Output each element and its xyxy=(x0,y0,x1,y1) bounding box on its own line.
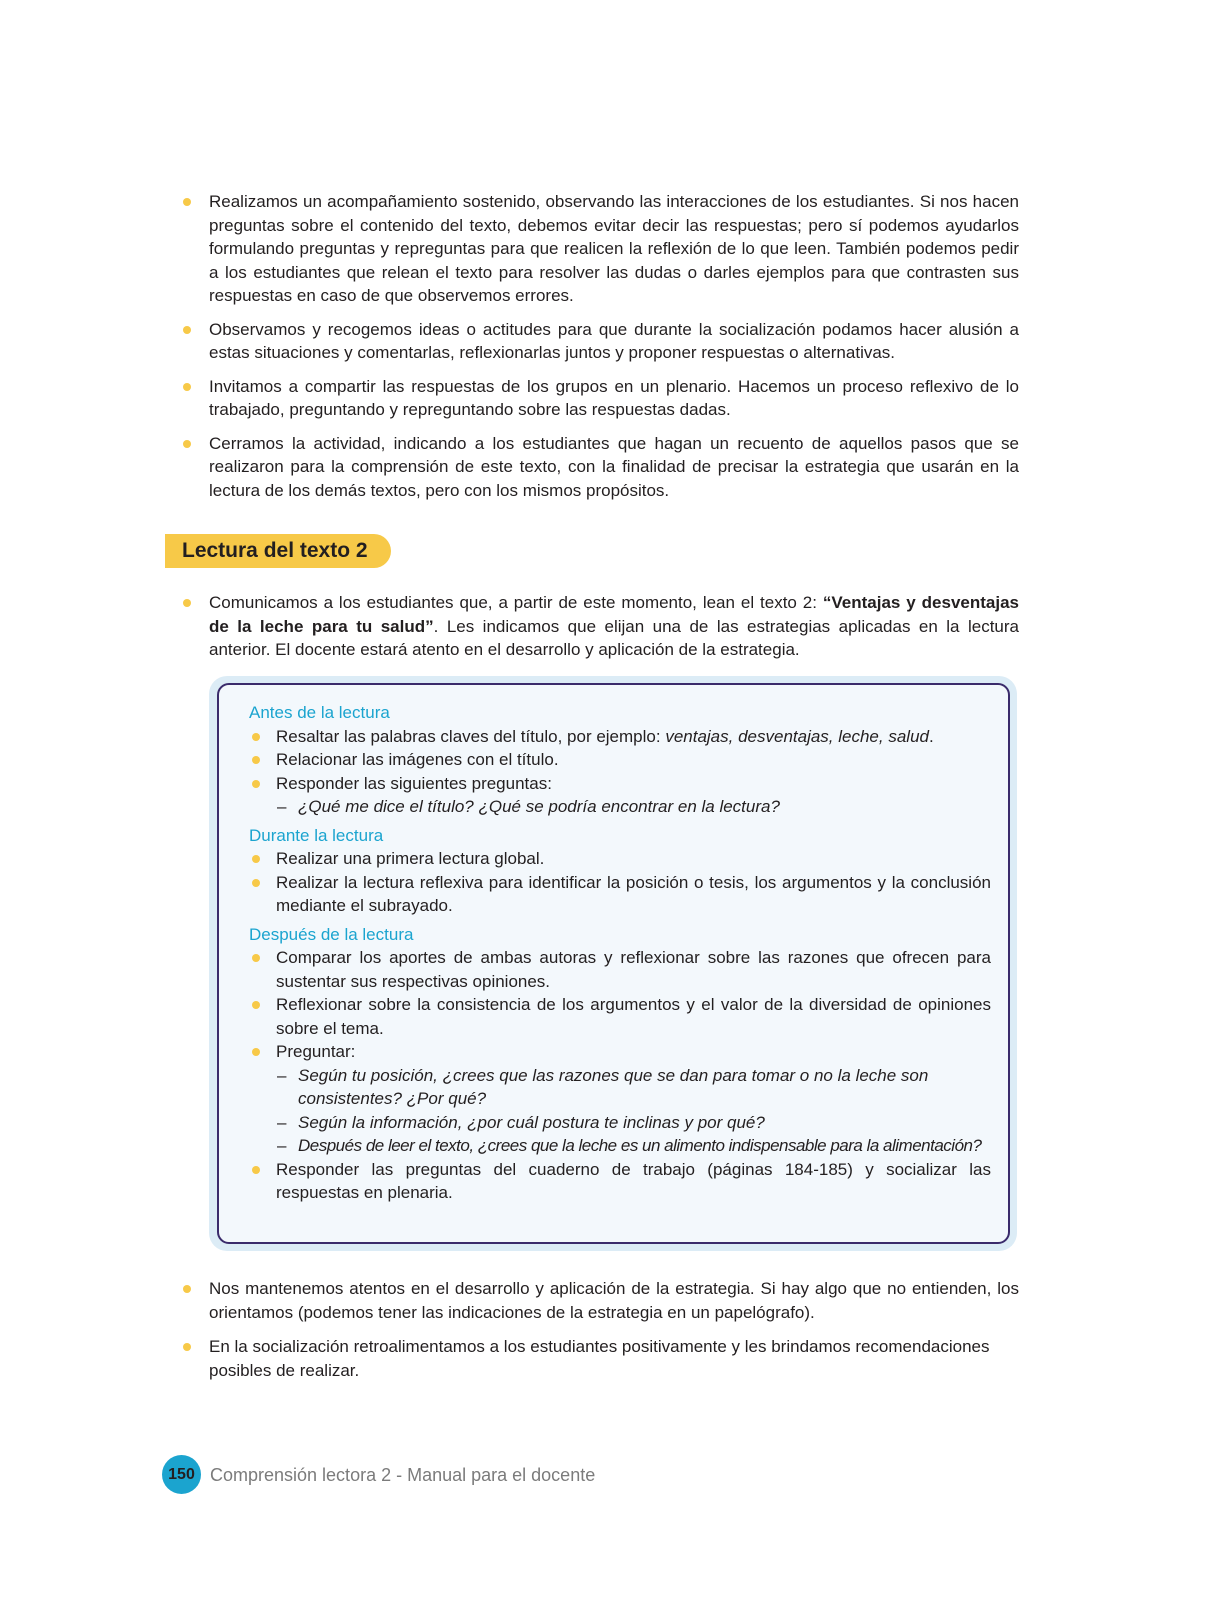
question-text: ¿Qué me dice el título? ¿Qué se podría encontrar en la lectura? xyxy=(298,797,780,816)
reading-title: “Ventajas y desventajas de la leche para tu salud” xyxy=(209,593,1019,636)
list-item xyxy=(209,190,1019,308)
bullet-icon xyxy=(252,733,260,741)
item-text: Realizar una primera lectura global. xyxy=(276,849,545,868)
dash-icon: – xyxy=(277,1065,287,1085)
list-item xyxy=(249,1158,991,1205)
list-item xyxy=(209,318,1019,365)
bullet-text: En la socialización retroalimentamos a los estudiantes positivamente y les brindamos recomendaciones posibles de realizar. xyxy=(209,1337,990,1380)
question-text: Según la información, ¿por cuál postura te inclinas y por qué? xyxy=(298,1112,765,1132)
bullet-icon xyxy=(252,780,260,788)
list-item xyxy=(249,871,991,918)
list-item xyxy=(209,432,1019,503)
bullet-text: Observamos y recogemos ideas o actitudes para que durante la socialización podamos hacer alusión a estas situaciones y comentarlas, reflexionarlas juntos y proponer respuestas o alternativas. xyxy=(209,319,1019,362)
bullet-icon xyxy=(252,879,260,887)
list-item xyxy=(209,591,1019,662)
list-item xyxy=(249,847,991,871)
item-text: Resaltar las palabras claves del título, por ejemplo: xyxy=(276,726,666,746)
list-item xyxy=(249,772,991,796)
bullet-icon xyxy=(252,1001,260,1009)
item-text: Responder las siguientes preguntas: xyxy=(276,773,552,793)
question-item xyxy=(249,1134,991,1158)
top-bullet-list xyxy=(209,190,1019,512)
list-item xyxy=(249,993,991,1040)
item-italic: ventajas, desventajas, leche, salud xyxy=(665,726,929,746)
bullet-icon xyxy=(252,1048,260,1056)
page-number-badge: 150 xyxy=(162,1455,201,1494)
question-text: Después de leer el texto, ¿crees que la leche es un alimento indispensable para la alimentación? xyxy=(298,1136,982,1155)
bullet-icon xyxy=(183,599,191,607)
list-item xyxy=(249,725,991,749)
intro-bullet-list xyxy=(209,591,1019,662)
strategy-box-content xyxy=(249,701,991,1205)
item-text: Responder las preguntas del cuaderno de trabajo (páginas 184-185) y socializar las respuestas en plenaria. xyxy=(276,1159,991,1202)
bullet-text: Nos mantenemos atentos en el desarrollo y aplicación de la estrategia. Si hay algo que no entienden, los orientamos (podemos tener las indicaciones de la estrategia en un papelógrafo). xyxy=(209,1279,1019,1322)
item-text: Comparar los aportes de ambas autoras y reflexionar sobre las razones que ofrecen para sustentar sus respectivas opiniones. xyxy=(276,948,991,991)
list-item xyxy=(249,1040,991,1064)
list-item xyxy=(209,375,1019,422)
intro-text-end: . Les indicamos que elijan una de las estrategias aplicadas en la lectura anterior. El docente estará atento en el desarrollo y aplicación de la estrategia. xyxy=(209,616,1019,659)
bullet-icon xyxy=(183,440,191,448)
bullet-icon xyxy=(183,198,191,206)
despues-heading: Después de la lectura xyxy=(249,924,414,944)
section-heading: Lectura del texto 2 xyxy=(165,534,391,568)
bullet-icon xyxy=(252,1166,260,1174)
bullet-icon xyxy=(183,383,191,391)
question-item xyxy=(249,1064,991,1111)
bottom-bullet-list xyxy=(209,1277,1019,1393)
bullet-icon xyxy=(183,1285,191,1293)
bullet-icon xyxy=(183,1343,191,1351)
footer-title: Comprensión lectora 2 - Manual para el docente xyxy=(210,1465,596,1485)
list-item xyxy=(249,748,991,772)
antes-heading: Antes de la lectura xyxy=(249,703,390,722)
item-text: Realizar la lectura reflexiva para identificar la posición o tesis, los argumentos y la conclusión mediante el subrayado. xyxy=(276,872,991,915)
list-item xyxy=(209,1277,1019,1324)
bullet-text: Realizamos un acompañamiento sostenido, observando las interacciones de los estudiantes. Si nos hacen preguntas sobre el contenido del texto, debemos evitar decir las respuestas; pero sí podemos ayudarlos formulando preguntas y repreguntas para que realicen la reflexión de lo que leen. También podemos pedir a los estudiantes que relean el texto para resolver las dudas o darles ejemplos para que contrasten sus respuestas en caso de que observemos errores. xyxy=(209,192,1019,305)
dash-icon: – xyxy=(277,1112,287,1132)
item-text: Reflexionar sobre la consistencia de los argumentos y el valor de la diversidad de opiniones sobre el tema. xyxy=(276,995,991,1038)
question-text: Según tu posición, ¿crees que las razones que se dan para tomar o no la leche son consistentes? ¿Por qué? xyxy=(298,1065,929,1108)
bullet-text: Cerramos la actividad, indicando a los estudiantes que hagan un recuento de aquellos pasos que se realizaron para la comprensión de este texto, con la finalidad de precisar la estrategia que usarán en la lectura de los demás textos, pero con los mismos propósitos. xyxy=(209,433,1019,500)
list-item xyxy=(249,946,991,993)
question-item xyxy=(249,795,991,819)
bullet-icon xyxy=(252,855,260,863)
bullet-icon xyxy=(183,326,191,334)
dash-icon: – xyxy=(277,1136,286,1155)
bullet-icon xyxy=(252,954,260,962)
bullet-text: Invitamos a compartir las respuestas de los grupos en un plenario. Hacemos un proceso reflexivo de lo trabajado, preguntando y repreguntando sobre las respuestas dadas. xyxy=(209,376,1019,419)
dash-icon: – xyxy=(277,797,287,816)
bullet-icon xyxy=(252,756,260,764)
item-text: Relacionar las imágenes con el título. xyxy=(276,750,559,769)
item-text-end: . xyxy=(928,726,934,746)
durante-heading: Durante la lectura xyxy=(249,825,384,845)
strategy-box xyxy=(217,683,1010,1244)
item-text: Preguntar: xyxy=(276,1042,356,1061)
list-item xyxy=(209,1335,1019,1382)
intro-text: Comunicamos a los estudiantes que, a partir de este momento, lean el texto 2: xyxy=(209,593,823,612)
question-item xyxy=(249,1111,991,1135)
